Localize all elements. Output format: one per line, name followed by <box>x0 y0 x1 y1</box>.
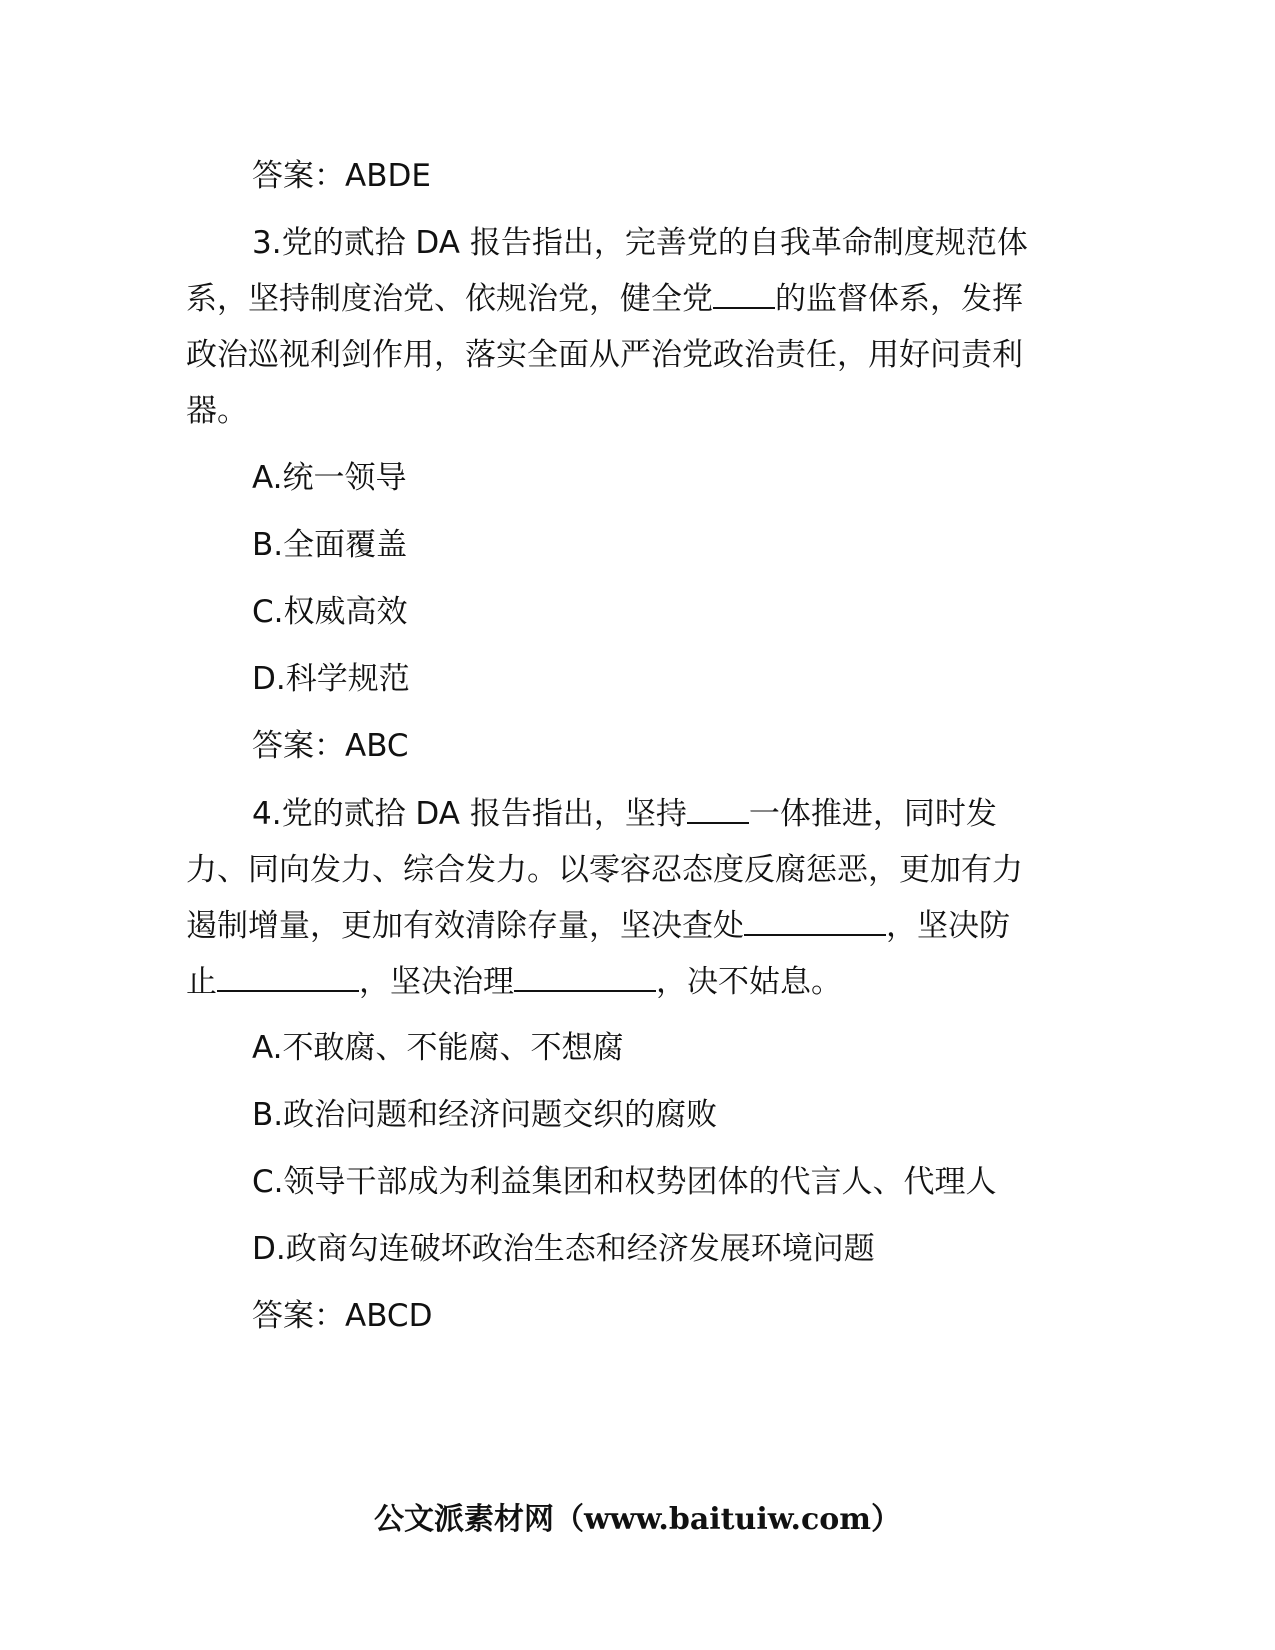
q3-option-d: D.科学规范 <box>252 661 410 697</box>
fill-in-blank <box>713 279 775 309</box>
q4-stem-line-1-b: 一体推进，同时发 <box>748 796 997 832</box>
fill-in-blank <box>217 962 359 992</box>
q3-option-b: B.全面覆盖 <box>252 527 408 563</box>
q4-stem-line-1-a: 4.党的贰拾 DA 报告指出，坚持 <box>252 796 687 832</box>
q3-stem-line-2-a: 系，坚持制度治党、依规治党，健全党 <box>186 281 713 317</box>
fill-in-blank <box>744 906 886 936</box>
footer-watermark: 公文派素材网（www.baituiw.com） <box>373 1502 902 1537</box>
q4-stem-line-3-b: ，坚决防 <box>886 908 1010 944</box>
q4-stem-line-1 <box>252 794 1152 834</box>
q4-option-d: D.政商勾连破坏政治生态和经济发展环境问题 <box>252 1231 875 1267</box>
q3-stem-line-4: 器。 <box>186 393 248 429</box>
q3-stem-line-1: 3.党的贰拾 DA 报告指出，完善党的自我革命制度规范体 <box>252 225 1028 261</box>
q4-option-a: A.不敢腐、不能腐、不想腐 <box>252 1030 624 1066</box>
q3-stem-line-2-b: 的监督体系，发挥 <box>775 281 1023 317</box>
q4-option-b: B.政治问题和经济问题交织的腐败 <box>252 1097 718 1133</box>
fill-in-blank <box>514 962 656 992</box>
q4-stem-line-2: 力、同向发力、综合发力。以零容忍态度反腐惩恶，更加有力 <box>186 852 1023 888</box>
q4-stem-line-4 <box>186 962 1086 1002</box>
q4-stem-line-4-a: 止 <box>186 964 217 1000</box>
q3-stem-line-3: 政治巡视利剑作用，落实全面从严治党政治责任，用好问责利 <box>186 337 1023 373</box>
q4-stem-line-4-b: ，坚决治理 <box>359 964 514 1000</box>
q3-option-a: A.统一领导 <box>252 460 407 496</box>
q2-answer: 答案：ABDE <box>252 158 431 194</box>
q3-stem-line-2 <box>186 279 1086 319</box>
q3-option-c: C.权威高效 <box>252 594 408 630</box>
q4-option-c: C.领导干部成为利益集团和权势团体的代言人、代理人 <box>252 1164 997 1200</box>
q4-stem-line-4-c: ，决不姑息。 <box>656 964 842 1000</box>
q4-stem-line-3 <box>186 906 1086 946</box>
q3-answer: 答案：ABC <box>252 728 409 764</box>
q4-answer: 答案：ABCD <box>252 1298 433 1334</box>
q4-stem-line-3-a: 遏制增量，更加有效清除存量，坚决查处 <box>186 908 744 944</box>
fill-in-blank <box>687 794 749 824</box>
